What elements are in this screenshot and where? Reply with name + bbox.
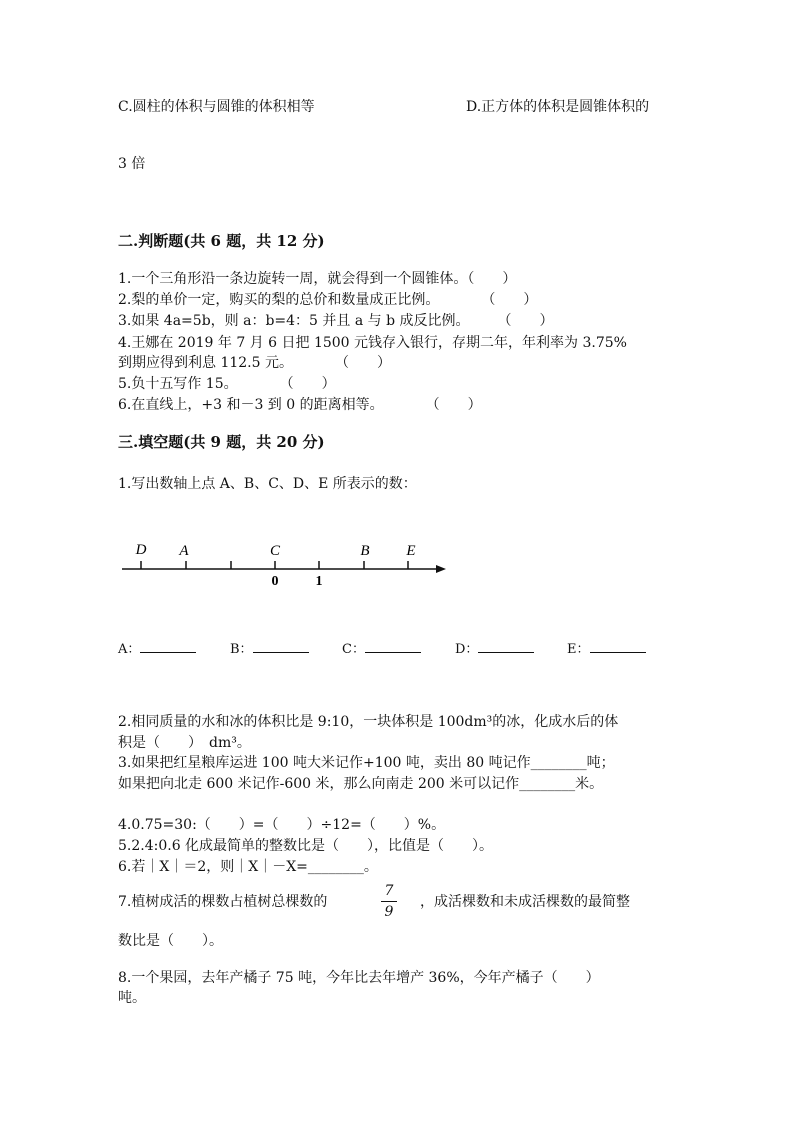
section-2-heading: 二.判断题(共 6 题，共 12 分) — [118, 232, 325, 250]
fill-q8-line1: 8.一个果园，去年产橘子 75 吨，今年比去年增产 36%，今年产橘子（ ） — [118, 970, 600, 986]
judge-item-2: 2.梨的单价一定，购买的梨的总价和数量成正比例。 （ ） — [118, 292, 538, 308]
point-label-d: D — [135, 542, 147, 558]
point-label-c: C — [269, 543, 281, 559]
fraction-seven-ninths — [379, 882, 399, 921]
answer-a-label: A： — [118, 642, 141, 657]
label-zero: 0 — [271, 574, 279, 589]
answer-b — [230, 638, 309, 659]
fraction-numerator: 7 — [384, 883, 394, 899]
judge-item-6: 6.在直线上，+3 和－3 到 0 的距离相等。 （ ） — [118, 397, 482, 413]
option-d-continued: 3 倍 — [118, 156, 146, 172]
answer-d-blank[interactable] — [478, 638, 534, 653]
answer-a — [118, 638, 196, 659]
answer-a-blank[interactable] — [140, 638, 196, 653]
fill-q7-line2: 数比是（ ）。 — [118, 933, 223, 949]
number-line — [110, 535, 460, 595]
option-d: D.正方体的体积是圆锥体积的 — [466, 99, 650, 115]
option-c: C.圆柱的体积与圆锥的体积相等 — [118, 99, 315, 115]
fill-q5: 5.2.4:0.6 化成最简单的整数比是（ ），比值是（ ）。 — [118, 838, 494, 854]
fill-q3-line2: 如果把向北走 600 米记作-600 米，那么向南走 200 米可以记作________米。 — [118, 776, 604, 792]
answer-e-label: E： — [567, 642, 590, 657]
answer-c — [342, 638, 421, 659]
judge-item-5: 5.负十五写作 15。 （ ） — [118, 376, 336, 392]
fill-q7-post: ，成活棵数和未成活棵数的最简整 — [420, 894, 630, 910]
answer-b-label: B： — [230, 642, 253, 657]
fill-q4: 4.0.75=30:（ ）=（ ）÷12=（ ）%。 — [118, 817, 446, 833]
answer-c-blank[interactable] — [365, 638, 421, 653]
fill-q6: 6.若｜X｜＝2，则｜X｜－X=________。 — [118, 859, 378, 875]
number-line-arrow — [436, 565, 446, 573]
point-label-e: E — [406, 543, 416, 559]
point-label-b: B — [360, 543, 370, 559]
fraction-denominator: 9 — [384, 904, 394, 920]
fill-q1: 1.写出数轴上点 A、B、C、D、E 所表示的数： — [118, 476, 417, 492]
fill-q8-line2: 吨。 — [118, 990, 146, 1006]
fill-q2-line2: 积是（ ） dm³。 — [118, 735, 251, 751]
fraction-bar — [381, 901, 397, 902]
answer-d — [455, 638, 534, 659]
judge-item-1: 1.一个三角形沿一条边旋转一周，就会得到一个圆锥体。（ ） — [118, 271, 517, 287]
answer-e — [567, 638, 646, 659]
label-one: 1 — [315, 574, 323, 589]
judge-item-4: 4.王娜在 2019 年 7 月 6 日把 1500 元钱存入银行，存期二年，年利率为 3.75% — [118, 335, 627, 351]
point-label-a: A — [179, 543, 189, 559]
judge-item-4-continued: 到期应得到利息 112.5 元。 （ ） — [118, 355, 391, 371]
answer-e-blank[interactable] — [590, 638, 646, 653]
answer-d-label: D： — [455, 642, 479, 657]
section-3-heading: 三.填空题(共 9 题，共 20 分) — [118, 433, 325, 451]
fill-q7-pre: 7.植树成活的棵数占植树总棵数的 — [118, 894, 328, 910]
judge-item-3: 3.如果 4a=5b，则 a：b=4：5 并且 a 与 b 成反比例。 （ ） — [118, 313, 554, 329]
answer-b-blank[interactable] — [253, 638, 309, 653]
answer-c-label: C： — [342, 642, 365, 657]
fill-q2-line1: 2.相同质量的水和冰的体积比是 9:10，一块体积是 100dm³的冰，化成水后的体 — [118, 714, 619, 730]
fill-q3-line1: 3.如果把红星粮库运进 100 吨大米记作+100 吨，卖出 80 吨记作________吨； — [118, 755, 615, 771]
